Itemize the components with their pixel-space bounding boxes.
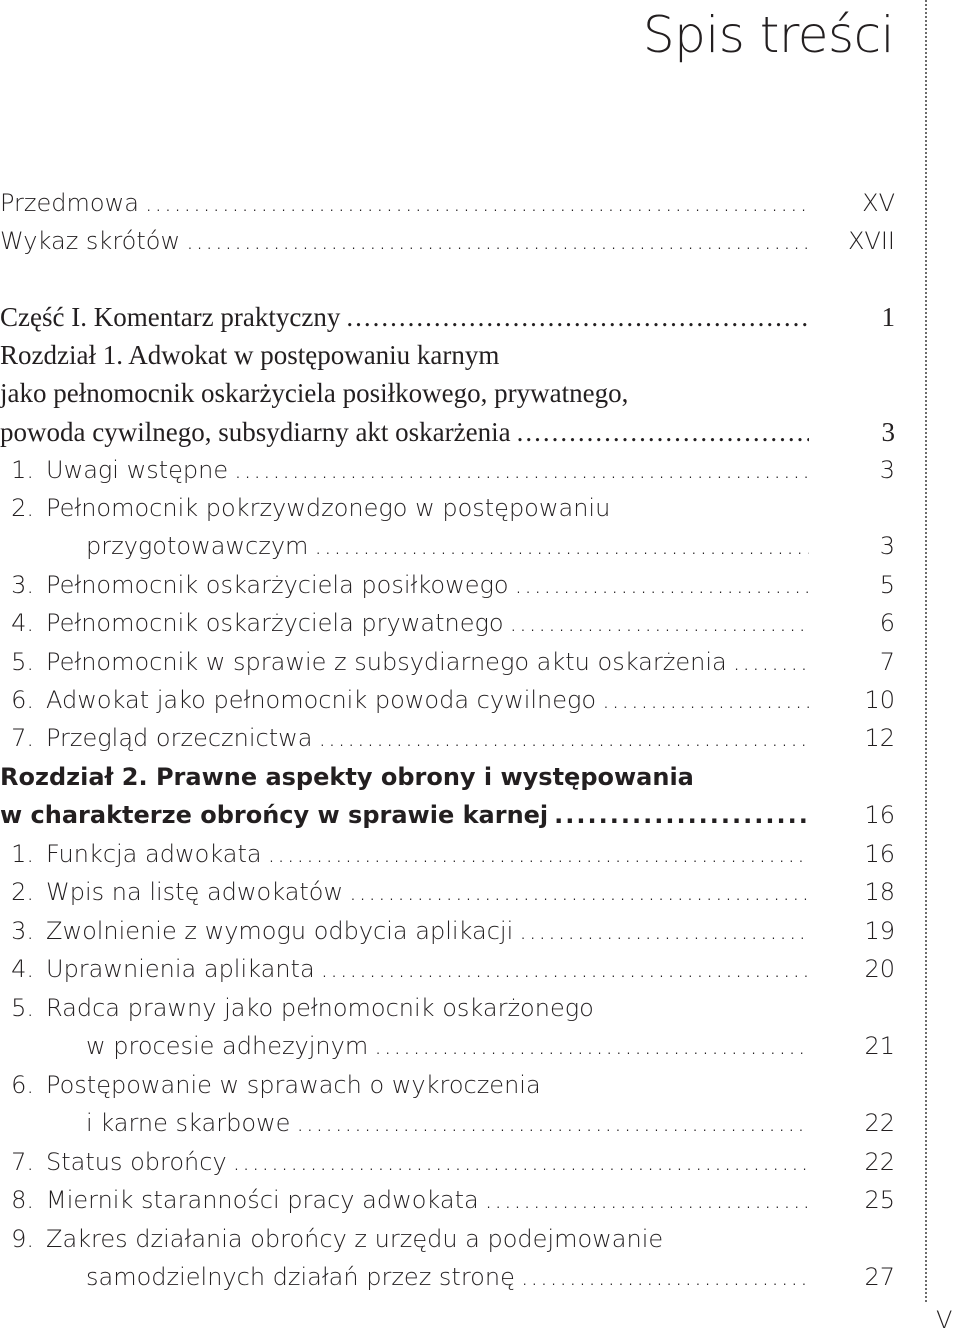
dot-leader <box>485 1181 809 1219</box>
dot-leader <box>374 1027 809 1065</box>
toc-item-label: Pełnomocnik w sprawie z subsydiarnego aktu oskarżenia <box>46 648 727 676</box>
toc-item-number: 1. <box>11 840 34 868</box>
toc-chapter-2-line2[interactable]: w charakterze obrońcy w sprawie karnej ..... 16 <box>0 796 895 834</box>
dot-leader <box>314 527 809 565</box>
toc-item[interactable] <box>0 681 895 719</box>
toc-item[interactable] <box>0 950 895 988</box>
toc-item-label: Miernik staranności pracy adwokata <box>46 1186 479 1214</box>
toc-item-label: Pełnomocnik oskarżyciela posiłkowego <box>46 571 509 599</box>
toc-item[interactable] <box>0 1220 895 1258</box>
toc-item-label: Funkcja adwokata <box>46 840 262 868</box>
toc-item[interactable] <box>0 873 895 911</box>
toc-item[interactable] <box>0 835 895 873</box>
dot-leader <box>234 451 809 489</box>
toc-chapter-1-line1[interactable]: Rozdział 1. Adwokat w postępowaniu karnym <box>0 340 500 370</box>
toc-item-label: Pełnomocnik pokrzywdzonego w postępowaniu <box>46 494 611 522</box>
toc-item-label: Postępowanie w sprawach o wykroczenia <box>46 1071 541 1099</box>
toc-item-page: 22 <box>864 1148 895 1176</box>
toc-item-label: Status obrońcy <box>46 1148 227 1176</box>
toc-item-continuation[interactable] <box>0 1104 895 1142</box>
dot-leader <box>733 643 809 681</box>
toc-item-label-continued: w procesie adhezyjnym <box>86 1032 369 1060</box>
toc-item-page: 5 <box>879 571 895 599</box>
toc-item-page: 18 <box>864 878 895 906</box>
toc-item-number: 2. <box>11 494 34 522</box>
toc-item-continuation[interactable] <box>0 1027 895 1065</box>
toc-item-page: 7 <box>879 648 895 676</box>
toc-item-page: 22 <box>864 1109 895 1137</box>
toc-item-number: 3. <box>11 571 34 599</box>
toc-item-label: Adwokat jako pełnomocnik powoda cywilnego <box>46 686 597 714</box>
toc-item-page: 6 <box>879 609 895 637</box>
toc-item[interactable] <box>0 912 895 950</box>
toc-item-label: Zwolnienie z wymogu odbycia aplikacji <box>46 917 514 945</box>
toc-item-label: Pełnomocnik oskarżyciela prywatnego <box>46 609 504 637</box>
toc-entry-label: Wykaz skrótów <box>0 227 181 255</box>
dot-leader <box>349 873 809 911</box>
toc-item-number: 5. <box>11 648 34 676</box>
dot-leader <box>521 1258 809 1296</box>
toc-item-number: 5. <box>11 994 34 1022</box>
dot-leader <box>554 796 809 834</box>
toc-item-label: Przegląd orzecznictwa <box>46 724 313 752</box>
toc-item-number: 6. <box>11 1071 34 1099</box>
toc-item-page: 20 <box>864 955 895 983</box>
toc-item-number: 7. <box>11 724 34 752</box>
dot-leader <box>510 604 809 642</box>
toc-item-page: 27 <box>864 1263 895 1291</box>
dot-leader <box>233 1143 809 1181</box>
dot-leader <box>268 835 809 873</box>
toc-entry-label: Przedmowa <box>0 189 139 217</box>
toc-entry-page: 16 <box>864 801 895 829</box>
toc-item[interactable] <box>0 989 895 1027</box>
dot-leader <box>346 298 809 336</box>
toc-item-continuation[interactable] <box>0 1258 895 1296</box>
toc-entry-part-1[interactable] <box>0 298 895 336</box>
toc-entry-page: 3 <box>881 417 895 447</box>
toc-item-label: Zakres działania obrońcy z urzędu a podejmowanie <box>46 1225 664 1253</box>
toc-item[interactable] <box>0 451 895 489</box>
toc-item[interactable] <box>0 1143 895 1181</box>
toc-item[interactable] <box>0 1181 895 1219</box>
toc-entry-przedmowa[interactable] <box>0 184 895 222</box>
toc-item-page: 3 <box>879 456 895 484</box>
dot-leader <box>515 566 809 604</box>
toc-item-label: Wpis na listę adwokatów <box>46 878 344 906</box>
toc-item[interactable] <box>0 719 895 757</box>
toc-item-label-continued: samodzielnych działań przez stronę <box>86 1263 515 1291</box>
toc-item-number: 3. <box>11 917 34 945</box>
toc-item-page: 10 <box>864 686 895 714</box>
toc-item-label: Radca prawny jako pełnomocnik oskarżonego <box>46 994 594 1022</box>
toc-entry-wykaz-skrotow[interactable] <box>0 222 895 260</box>
dot-leader <box>145 184 809 222</box>
dot-leader <box>321 950 809 988</box>
toc-item-label: Uprawnienia aplikanta <box>46 955 315 983</box>
toc-item[interactable] <box>0 604 895 642</box>
toc-item-page: 12 <box>864 724 895 752</box>
toc-item-number: 1. <box>11 456 34 484</box>
toc-item-page: 16 <box>864 840 895 868</box>
toc-item-label-continued: przygotowawczym <box>86 532 309 560</box>
dot-leader <box>602 681 809 719</box>
dot-leader <box>186 222 809 260</box>
toc-entry-page: 1 <box>881 302 895 332</box>
toc-item-page: 3 <box>879 532 895 560</box>
dot-leader <box>517 413 809 451</box>
page-number: V <box>936 1306 953 1334</box>
toc-item-page: 19 <box>864 917 895 945</box>
toc-entry-label: Część I. Komentarz praktyczny <box>0 302 341 332</box>
dot-leader <box>296 1104 809 1142</box>
toc-chapter-1-line2: jako pełnomocnik oskarżyciela posiłkowego, prywatnego, <box>0 378 629 408</box>
toc-item-continuation[interactable] <box>0 527 895 565</box>
dot-leader <box>318 719 809 757</box>
toc-item[interactable] <box>0 1066 895 1104</box>
toc-item-label-continued: i karne skarbowe <box>86 1109 291 1137</box>
toc-item-number: 7. <box>11 1148 34 1176</box>
toc-entry-page: XVII <box>847 227 895 255</box>
toc-item-number: 4. <box>11 609 34 637</box>
toc-item[interactable] <box>0 489 895 527</box>
toc-chapter-2-line1[interactable]: Rozdział 2. Prawne aspekty obrony i występowania <box>0 763 694 791</box>
toc-item[interactable] <box>0 643 895 681</box>
toc-item-number: 9. <box>11 1225 34 1253</box>
toc-item[interactable] <box>0 566 895 604</box>
dot-leader <box>519 912 809 950</box>
toc-item-label: Uwagi wstępne <box>46 456 229 484</box>
toc-item-number: 8. <box>11 1186 34 1214</box>
page-title: Spis treści <box>642 6 894 64</box>
toc-item-page: 21 <box>864 1032 895 1060</box>
toc-item-number: 4. <box>11 955 34 983</box>
toc-item-number: 2. <box>11 878 34 906</box>
margin-dotted-rule <box>925 0 927 1302</box>
toc-entry-page: XV <box>862 189 895 217</box>
toc-item-number: 6. <box>11 686 34 714</box>
toc-item-page: 25 <box>864 1186 895 1214</box>
toc-chapter-1-line3[interactable]: powoda cywilnego, subsydiarny akt oskarżenia ..... 3 <box>0 413 895 451</box>
